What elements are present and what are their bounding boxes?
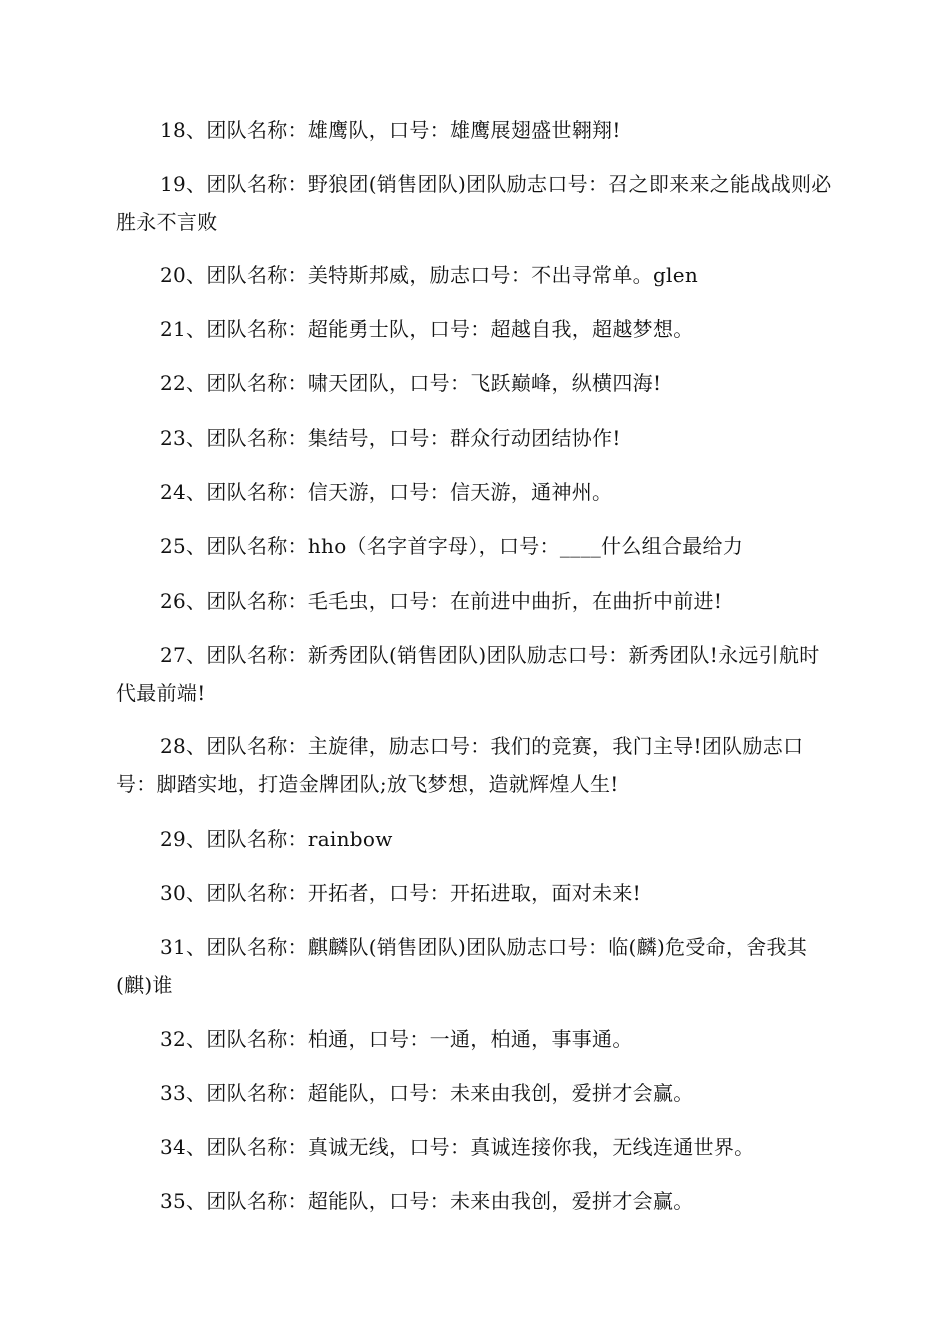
paragraph-23: 23、团队名称：集结号，口号：群众行动团结协作! [160, 426, 621, 450]
paragraph-22: 22、团队名称：啸天团队，口号：飞跃巅峰，纵横四海! [160, 371, 662, 395]
paragraph-29: 29、团队名称：rainbow [160, 827, 393, 851]
paragraph-27: 27、团队名称：新秀团队(销售团队)团队励志口号：新秀团队!永远引航时代最前端! [116, 643, 820, 705]
paragraph-20: 20、团队名称：美特斯邦威，励志口号：不出寻常单。glen [160, 263, 699, 287]
paragraph-35: 35、团队名称：超能队，口号：未来由我创，爱拼才会赢。 [160, 1189, 694, 1213]
paragraph-30: 30、团队名称：开拓者，口号：开拓进取，面对未来! [160, 881, 641, 905]
paragraph-19: 19、团队名称：野狼团(销售团队)团队励志口号：召之即来来之能战战则必胜永不言败 [116, 172, 832, 234]
paragraph-21: 21、团队名称：超能勇士队，口号：超越自我，超越梦想。 [160, 317, 694, 341]
paragraph-28: 28、团队名称：主旋律，励志口号：我们的竞赛，我门主导!团队励志口号：脚踏实地，打造金牌团队;放飞梦想，造就辉煌人生! [116, 734, 804, 796]
paragraph-34: 34、团队名称：真诚无线，口号：真诚连接你我，无线连通世界。 [160, 1135, 755, 1159]
paragraph-32: 32、团队名称：柏通，口号：一通，柏通，事事通。 [160, 1027, 633, 1051]
paragraph-33: 33、团队名称：超能队，口号：未来由我创，爱拼才会赢。 [160, 1081, 694, 1105]
paragraph-25: 25、团队名称：hho（名字首字母），口号：____什么组合最给力 [160, 534, 744, 558]
paragraph-26: 26、团队名称：毛毛虫，口号：在前进中曲折，在曲折中前进! [160, 589, 723, 613]
paragraph-18: 18、团队名称：雄鹰队，口号：雄鹰展翅盛世翱翔! [160, 118, 621, 142]
paragraph-31: 31、团队名称：麒麟队(销售团队)团队励志口号：临(麟)危受命，舍我其(麒)谁 [116, 935, 808, 997]
paragraph-24: 24、团队名称：信天游，口号：信天游，通神州。 [160, 480, 613, 504]
